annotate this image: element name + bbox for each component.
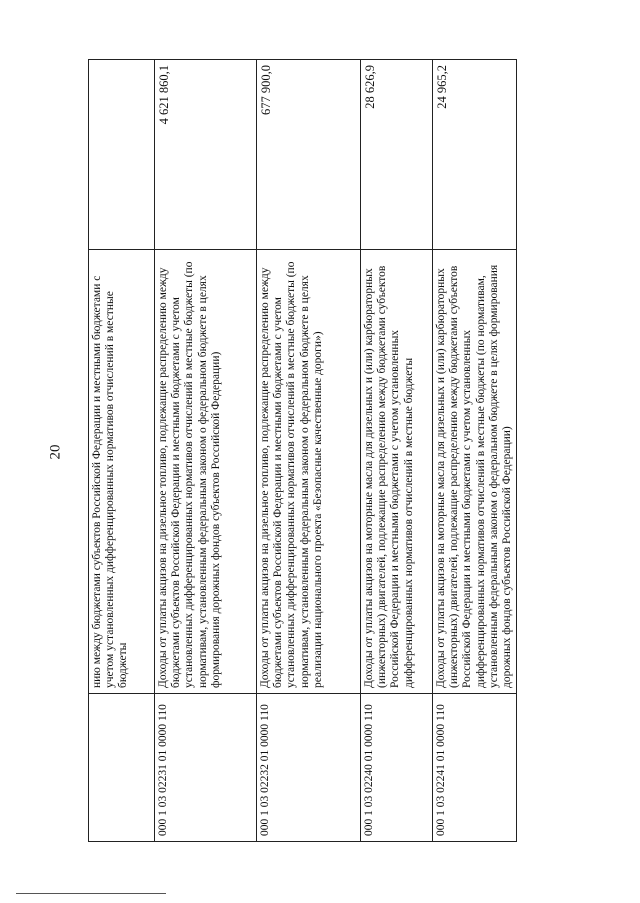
revenue-table [88,59,517,842]
table-row [361,60,433,842]
table-row [155,60,257,842]
budget-code-cell: 000 1 03 02241 01 0000 110 [433,694,517,842]
table-row [257,60,361,842]
footer-divider [16,893,166,894]
description-cell: Доходы от уплаты акцизов на моторные масла для дизельных и (или) карбюраторных (инжекторных) двигателей, подлежащие распределению между бюджетами субъектов Российской Федерации и местными бюджетами с учетом установленных дифференцированных нормативов отчислений в местные бюджеты (по нормативам, установленным федеральным законом о федеральном бюджете в целях формирования дорожных фондов субъектов Российской Федерации) [433,250,517,694]
budget-code-cell: 000 1 03 02240 01 0000 110 [361,694,433,842]
table-row [89,60,155,842]
amount-cell: 4 621 860,1 [155,60,257,250]
description-cell: Доходы от уплаты акцизов на дизельное топливо, подлежащие распределению между бюджетами субъектов Российской Федерации и местными бюджетами с учетом установленных дифференцированных нормативов отчислений в местные бюджеты (по нормативам, установленным федеральным законом о федеральном бюджете в целях формирования дорожных фондов субъектов Российской Федерации) [155,250,257,694]
budget-code-cell: 000 1 03 02231 01 0000 110 [155,694,257,842]
description-cell: Доходы от уплаты акцизов на моторные масла для дизельных и (или) карбюраторных (инжекторных) двигателей, подлежащие распределению между бюджетами субъектов Российской Федерации и местными бюджетами с учетом установленных дифференцированных нормативов отчислений в местные бюджеты [361,250,433,694]
rotated-table-area [88,60,514,842]
description-cell: нию между бюджетами субъектов Российской Федерации и местными бюджетами с учетом установленных дифференцированных нормативов отчислений в местные бюджеты [89,250,155,694]
description-cell: Доходы от уплаты акцизов на дизельное топливо, подлежащие распределению между бюджетами субъектов Российской Федерации и местными бюджетами с учетом установленных дифференцированных нормативов отчислений в местные бюджеты (по нормативам, установленным федеральным законом о федеральном бюджете в целях реализации национального проекта «Безопасные качественные дороги») [257,250,361,694]
rotated-table-frame [88,60,514,842]
budget-code-cell [89,694,155,842]
budget-code-cell: 000 1 03 02232 01 0000 110 [257,694,361,842]
table-row [433,60,517,842]
amount-cell: 24 965,2 [433,60,517,250]
amount-cell: 28 626,9 [361,60,433,250]
page-number: 20 [47,444,64,460]
amount-cell [89,60,155,250]
amount-cell: 677 900,0 [257,60,361,250]
